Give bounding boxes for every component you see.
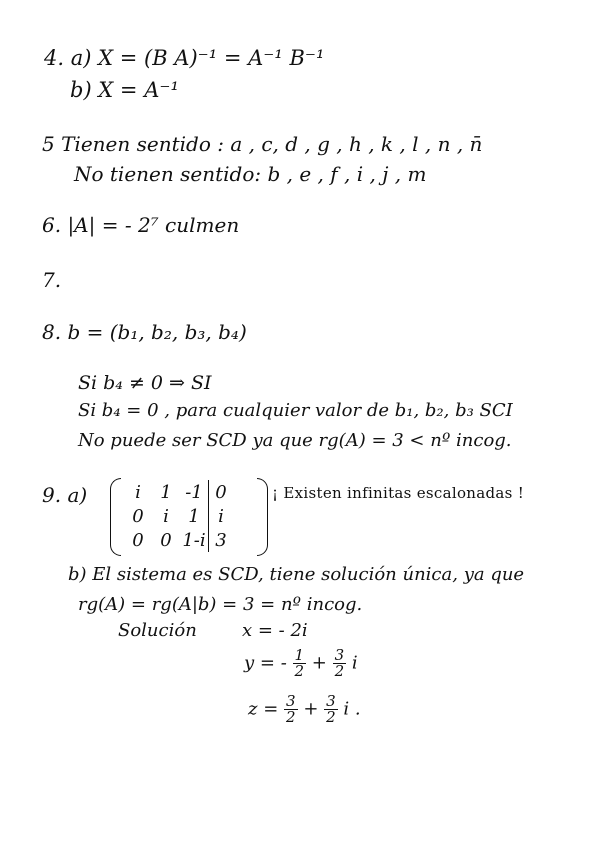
matrix-cell: 0 <box>132 529 144 551</box>
matrix-table <box>124 480 233 552</box>
matrix-cell: i <box>135 481 141 503</box>
matrix-cell: 1 <box>188 505 200 527</box>
q9-b-line-2: rg(A) = rg(A|b) = 3 = nº incog. <box>78 594 363 615</box>
q8-line-3: Si b₄ = 0 , para cualquier valor de b₁, b₂, b₃ SCI <box>78 400 513 421</box>
z-fraction-1 <box>284 694 298 725</box>
y-equation <box>244 648 358 679</box>
matrix-cell: 1-i <box>182 529 206 551</box>
q5-line-2: No tienen sentido: b , e , f , i , j , m <box>74 162 427 186</box>
y-frac1-numerator: 1 <box>294 646 305 664</box>
q6-line: 6. |A| = - 2⁷ culmen <box>42 213 240 237</box>
z-frac1-numerator: 3 <box>286 692 296 710</box>
q4-line-b: b) X = A⁻¹ <box>70 78 179 102</box>
z-frac2-numerator: 3 <box>326 692 336 710</box>
z-plus: + <box>303 698 319 720</box>
matrix-cell: 0 <box>160 529 172 551</box>
matrix-row <box>124 504 233 528</box>
augmented-matrix <box>110 478 268 554</box>
z-frac1-denominator: 2 <box>286 708 296 726</box>
q9-b-line-1: b) El sistema es SCD, tiene solución única, ya que <box>68 564 525 585</box>
x-equation: x = - 2i <box>242 620 308 641</box>
matrix-cell: 3 <box>209 528 234 552</box>
y-frac2-numerator: 3 <box>334 646 345 664</box>
matrix-row <box>124 480 233 504</box>
z-prefix: z = <box>248 698 279 720</box>
z-equation <box>248 694 361 725</box>
q7-line: 7. <box>42 268 62 292</box>
q8-line-4: No puede ser SCD ya que rg(A) = 3 < nº incog. <box>78 430 512 451</box>
q8-line-1: 8. b = (b₁, b₂, b₃, b₄) <box>42 320 247 344</box>
matrix-cell: 0 <box>209 480 234 504</box>
z-fraction-2 <box>324 694 338 725</box>
q4-line-a: 4. a) X = (B A)⁻¹ = A⁻¹ B⁻¹ <box>44 46 325 70</box>
y-plus: + <box>311 652 327 674</box>
y-frac2-denominator: 2 <box>334 662 345 680</box>
y-suffix: i <box>351 652 358 674</box>
y-prefix: y = - <box>244 652 287 674</box>
q5-line-1: 5 Tienen sentido : a , c, d , g , h , k , l , n , n̄ <box>42 132 483 156</box>
matrix-cell: 0 <box>132 505 144 527</box>
y-fraction-1 <box>293 648 307 679</box>
matrix-left-bracket <box>110 478 121 556</box>
z-suffix: i . <box>343 698 361 720</box>
matrix-right-bracket <box>257 478 268 556</box>
y-frac1-denominator: 2 <box>294 662 305 680</box>
q9-a-label: 9. a) <box>42 483 88 507</box>
matrix-cell: i <box>209 504 234 528</box>
q8-line-2: Si b₄ ≠ 0 ⇒ SI <box>78 372 212 394</box>
solution-label: Solución <box>118 620 197 641</box>
q9-note: ¡ Existen infinitas escalonadas ! <box>272 484 525 502</box>
matrix-cell: 1 <box>160 481 172 503</box>
matrix-row <box>124 528 233 552</box>
y-fraction-2 <box>333 648 347 679</box>
z-frac2-denominator: 2 <box>326 708 336 726</box>
matrix-cell: i <box>163 505 169 527</box>
matrix-cell: -1 <box>185 481 203 503</box>
